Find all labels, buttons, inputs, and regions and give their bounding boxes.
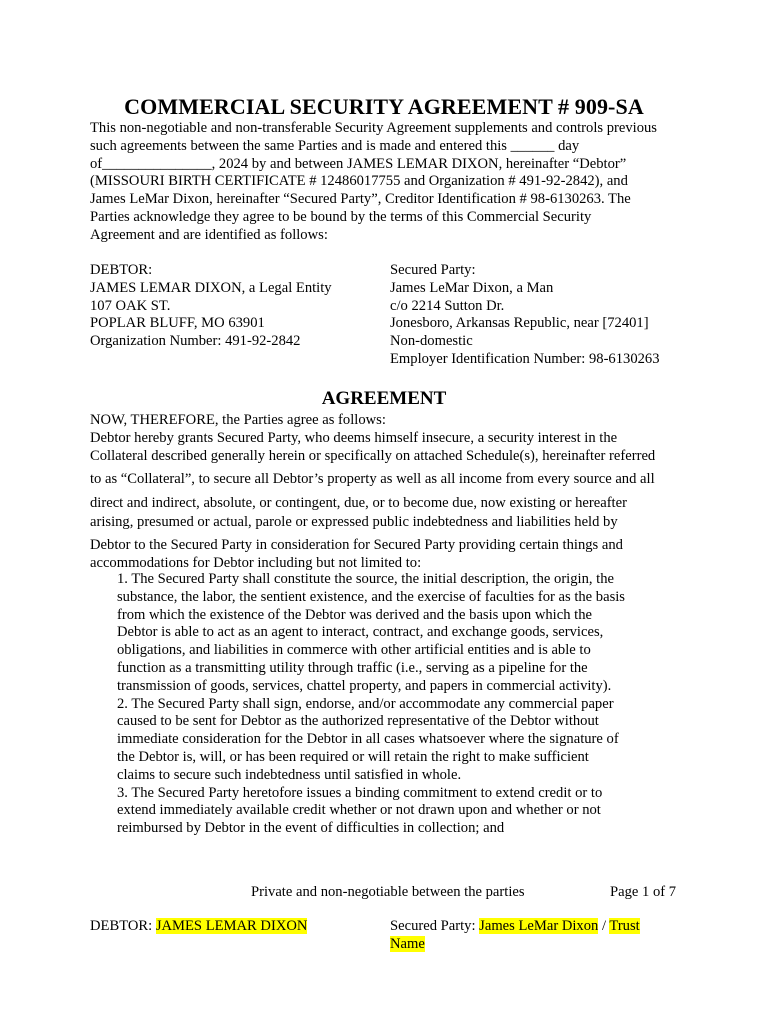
debtor-signature-name: JAMES LEMAR DIXON <box>155 918 308 934</box>
secured-party-label: Secured Party: <box>390 262 476 278</box>
clause-line: from which the existence of the Debtor was derived and the basis upon which the <box>117 606 592 623</box>
secured-party-name: James LeMar Dixon, a Man <box>390 279 554 296</box>
page-number: Page 1 of 7 <box>610 884 677 900</box>
clause-line: claims to secure such indebtedness until satisfied in whole. <box>117 766 462 783</box>
document-title: COMMERCIAL SECURITY AGREEMENT # 909-SA <box>124 94 644 119</box>
clause-line: substance, the labor, the sentient existence, and the exercise of faculties for as the basis <box>117 588 625 605</box>
clause-line: 1. The Secured Party shall constitute the source, the initial description, the origin, the <box>117 571 615 587</box>
intro-line: of_______________, 2024 by and between JAMES LEMAR DIXON, hereinafter “Debtor” <box>90 155 627 172</box>
debtor-signature-label: DEBTOR: <box>90 918 156 934</box>
debtor-signature-line <box>90 918 307 935</box>
clause-line: function as a transmitting utility through traffic (i.e., serving as a pipeline for the <box>117 659 588 676</box>
clause-line: 2. The Secured Party shall sign, endorse, and/or accommodate any commercial paper <box>117 695 614 712</box>
agreement-line: Debtor to the Secured Party in consideration for Secured Party providing certain things and <box>90 537 623 553</box>
trust-label: Trust <box>609 918 640 934</box>
signature-separator: / <box>598 918 610 934</box>
intro-line: Parties acknowledge they agree to be bound by the terms of this Commercial Security <box>90 208 592 225</box>
footer-notice: Private and non-negotiable between the parties <box>251 884 525 900</box>
intro-line: such agreements between the same Parties and is made and entered this ______ day <box>90 137 580 154</box>
agreement-heading: AGREEMENT <box>321 388 447 409</box>
agreement-line: Debtor hereby grants Secured Party, who deems himself insecure, a security interest in the <box>90 430 618 446</box>
secured-party-block <box>390 262 660 369</box>
clause-line: 3. The Secured Party heretofore issues a binding commitment to extend credit or to <box>117 784 603 801</box>
intro-line: Agreement and are identified as follows: <box>90 226 328 243</box>
agreement-line: accommodations for Debtor including but not limited to: <box>90 555 422 571</box>
clause-line: reimbursed by Debtor in the event of difficulties in collection; and <box>117 820 505 837</box>
debtor-label: DEBTOR: <box>90 262 153 278</box>
clause-line: the Debtor is, will, or has been required or will retain the right to make sufficient <box>117 748 589 765</box>
intro-line: (MISSOURI BIRTH CERTIFICATE # 12486017755 and Organization # 491-92-2842), and <box>90 173 628 190</box>
secured-party-ein: Employer Identification Number: 98-6130263 <box>390 350 660 367</box>
agreement-line: Collateral described generally herein or specifically on attached Schedule(s), hereinafter referred <box>90 448 656 464</box>
secured-party-street: c/o 2214 Sutton Dr. <box>390 297 505 314</box>
secured-party-status: Non-domestic <box>390 333 473 350</box>
intro-paragraph <box>90 120 690 245</box>
clause-list <box>117 571 625 838</box>
debtor-block <box>90 262 332 351</box>
clause-line: Debtor is able to act as an agent to interact, contract, and exchange goods, services, <box>117 624 604 641</box>
secured-party-signature-label: Secured Party: <box>390 918 480 934</box>
debtor-street: 107 OAK ST. <box>90 297 171 314</box>
agreement-line: arising, presumed or actual, parole or expressed public indebtedness and liabilities held by <box>90 514 618 530</box>
clause-line: transmission of goods, services, chattel property, and papers in commercial activity). <box>117 677 612 694</box>
intro-line: This non-negotiable and non-transferable Security Agreement supplements and controls previous <box>90 120 657 136</box>
clause-line: extend immediately available credit whether or not drawn upon and whether or not <box>117 802 601 819</box>
debtor-name: JAMES LEMAR DIXON, a Legal Entity <box>90 279 332 296</box>
intro-line: James LeMar Dixon, hereinafter “Secured Party”, Creditor Identification # 98-6130263. The <box>90 191 631 208</box>
clause-line: caused to be sent for Debtor as the authorized representative of the Debtor without <box>117 713 599 730</box>
debtor-city: POPLAR BLUFF, MO 63901 <box>90 315 265 332</box>
secured-party-city: Jonesboro, Arkansas Republic, near [72401] <box>390 315 649 332</box>
secured-party-signature-name: James LeMar Dixon <box>479 918 599 934</box>
agreement-line: to as “Collateral”, to secure all Debtor’s property as well as all income from every source and all <box>90 471 655 487</box>
clause-line: immediate consideration for the Debtor in all cases whatsoever where the signature of <box>117 731 619 748</box>
trust-name-label: Name <box>390 935 425 952</box>
agreement-line: direct and indirect, absolute, or contingent, due, or to become due, now existing or hereafter <box>90 495 627 511</box>
debtor-org-number: Organization Number: 491-92-2842 <box>90 333 301 350</box>
clause-line: obligations, and liabilities in commerce with other artificial entities and is able to <box>117 642 591 659</box>
agreement-line: NOW, THEREFORE, the Parties agree as follows: <box>90 412 386 428</box>
secured-party-signature-line <box>390 918 640 954</box>
